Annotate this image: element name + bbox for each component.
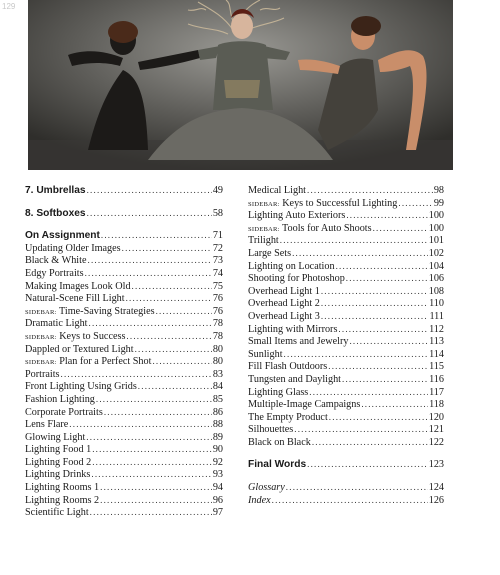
toc-entry [248, 323, 444, 336]
toc-entry [25, 431, 223, 444]
dot-leader [342, 373, 428, 386]
toc-entry-text: Tungsten and Daylight [248, 373, 342, 385]
toc-entry [25, 406, 223, 419]
toc-page-number: 78 [212, 330, 223, 342]
toc-entry-title [25, 318, 88, 331]
toc-page-number: 90 [212, 444, 223, 456]
toc-page-number: 108 [428, 285, 444, 297]
toc-entry [25, 280, 223, 293]
toc-page-number: 122 [428, 436, 444, 448]
toc-entry-title [25, 432, 85, 445]
dot-leader [272, 494, 428, 507]
toc-page-number: 86 [212, 406, 223, 418]
dot-leader [138, 380, 212, 393]
toc-entry-text: 7. Umbrellas [25, 185, 86, 196]
toc-entry-title [25, 208, 86, 221]
toc-entry-text: Sunlight [248, 348, 283, 360]
toc-entry [248, 373, 444, 386]
toc-entry [248, 222, 444, 235]
toc-entry-text: On Assignment [25, 230, 100, 242]
dot-leader [329, 411, 428, 424]
toc-section-heading [25, 184, 223, 197]
toc-entry-title [25, 331, 125, 345]
toc-entry-text: Lens Flare [25, 419, 69, 431]
toc-page-number: 120 [428, 411, 444, 423]
toc-page-number: 73 [212, 255, 223, 267]
toc-entry-text: Multiple-Image Campaigns [248, 399, 361, 411]
toc-page-number: 118 [429, 399, 444, 411]
toc-entry-text: Corporate Portraits [25, 406, 103, 418]
toc-section-heading [25, 207, 223, 220]
toc-page-number: 84 [212, 381, 223, 393]
toc-entry [248, 197, 444, 210]
sidebar-tag: SIDEBAR: [248, 200, 280, 208]
toc-page-number: 110 [429, 298, 444, 310]
toc-entry-text: Lighting Drinks [25, 469, 91, 481]
dot-leader [336, 260, 428, 273]
dot-leader [96, 393, 212, 406]
toc-entry-text: Dramatic Light [25, 318, 88, 330]
toc-page-number: 88 [212, 419, 223, 431]
toc-entry [248, 209, 444, 222]
toc-entry-title [25, 482, 99, 495]
fashion-photo [28, 0, 453, 170]
toc-entry [248, 386, 444, 399]
dot-leader [152, 355, 211, 368]
toc-entry-text: Glossary [248, 482, 285, 494]
dot-leader [328, 360, 428, 373]
toc-entry [25, 468, 223, 481]
toc-page-number: 97 [212, 507, 223, 519]
toc-entry-title [248, 286, 320, 299]
dot-leader [126, 330, 211, 343]
toc-entry-text: 8. Softboxes [25, 207, 86, 219]
toc-entry-text: Large Sets [248, 247, 292, 259]
toc-entry-title [248, 261, 335, 274]
toc-entry-text: Lighting Rooms 1 [25, 482, 100, 494]
toc-page-number: 117 [429, 386, 444, 398]
toc-entry [25, 254, 223, 267]
dot-leader [312, 436, 428, 449]
toc-page-number: 114 [429, 348, 444, 360]
toc-entry [248, 494, 444, 507]
toc-entry [248, 272, 444, 285]
toc-page-number: 80 [212, 356, 223, 368]
toc-page-number: 78 [212, 318, 223, 330]
dot-leader [398, 197, 432, 210]
toc-entry-title [248, 185, 306, 198]
toc-entry [248, 260, 444, 273]
toc-page-number: 123 [428, 459, 444, 471]
toc-entry-text: Edgy Portraits [25, 267, 84, 279]
toc-entry [248, 348, 444, 361]
sidebar-tag: SIDEBAR: [25, 359, 57, 367]
toc-entry-title [25, 268, 84, 281]
toc-entry-text: Overhead Light 1 [248, 285, 320, 297]
toc-page-number: 112 [429, 323, 444, 335]
toc-entry [25, 267, 223, 280]
toc-entry [25, 506, 223, 519]
dot-leader [87, 184, 212, 197]
dot-leader [122, 242, 212, 255]
dot-leader [69, 418, 212, 431]
toc-entry [248, 360, 444, 373]
toc-gap [248, 471, 444, 481]
toc-entry-text: Keys to Successful Lighting [282, 197, 398, 209]
dot-leader [338, 323, 428, 336]
toc-entry-text: Lighting Auto Exteriors [248, 210, 346, 222]
toc-entry [25, 330, 223, 343]
toc-page-number: 116 [429, 373, 444, 385]
dot-leader [61, 368, 212, 381]
toc-entry [25, 393, 223, 406]
toc-entry-text: Shooting for Photoshop [248, 273, 345, 285]
toc-entry-text: Tools for Auto Shoots [282, 222, 372, 234]
sidebar-tag: SIDEBAR: [25, 333, 57, 341]
toc-page-number: 93 [212, 469, 223, 481]
dot-leader [101, 229, 212, 242]
toc-entry-text: Updating Older Images [25, 242, 121, 254]
toc-page-number: 101 [428, 235, 444, 247]
toc-page-number: 76 [212, 293, 223, 305]
dot-leader [346, 209, 427, 222]
toc-page-number: 74 [212, 267, 223, 279]
toc-entry-title [25, 230, 100, 243]
toc-entry [248, 436, 444, 449]
toc-entry-title [25, 293, 125, 306]
toc-column-right [248, 184, 444, 506]
dot-leader [126, 292, 212, 305]
sidebar-tag: SIDEBAR: [25, 308, 57, 316]
toc-entry-title [248, 424, 293, 437]
toc-page-number: 71 [212, 230, 223, 242]
dot-leader [92, 456, 212, 469]
toc-entry [25, 343, 223, 356]
toc-entry-text: Medical Light [248, 185, 306, 196]
dot-leader [86, 431, 212, 444]
toc-section-heading [25, 229, 223, 242]
toc-page-number: 76 [212, 305, 223, 317]
dot-leader [280, 234, 428, 247]
dot-leader [321, 297, 428, 310]
dot-leader [87, 207, 212, 220]
dot-leader [132, 280, 212, 293]
toc-page-number: 113 [429, 336, 444, 348]
dot-leader [321, 310, 429, 323]
toc-page-number: 72 [212, 242, 223, 254]
toc-page-number: 115 [429, 361, 444, 373]
toc-column-left [25, 184, 223, 519]
dot-leader [361, 398, 428, 411]
toc-entry-text: Glowing Light [25, 431, 86, 443]
toc-page-number: 102 [428, 247, 444, 259]
toc-entry-text: Making Images Look Old [25, 280, 131, 292]
toc-entry-title [248, 298, 320, 311]
toc-entry-title [25, 469, 90, 482]
toc-gap [25, 219, 223, 229]
toc-entry-title [248, 235, 279, 248]
toc-entry-text: Plan for a Perfect Shot [59, 356, 152, 368]
toc-page-number: 124 [428, 482, 444, 494]
toc-page-number: 94 [212, 482, 223, 494]
toc-entry-title [25, 281, 131, 294]
toc-entry-text: Lighting Food 1 [25, 444, 92, 456]
toc-entry [248, 184, 444, 197]
toc-page-number: 126 [428, 494, 444, 506]
toc-entry [25, 242, 223, 255]
toc-entry-title [248, 361, 327, 374]
toc-entry-title [25, 344, 134, 357]
dot-leader [92, 443, 212, 456]
toc-entry [248, 423, 444, 436]
toc-entry-title [248, 459, 306, 472]
toc-entry [25, 456, 223, 469]
toc-entry [25, 292, 223, 305]
toc-page-number: 83 [212, 368, 223, 380]
toc-page-number: 49 [212, 185, 223, 196]
sidebar-tag: SIDEBAR: [248, 225, 280, 233]
toc-entry [248, 234, 444, 247]
toc-entry-text: Overhead Light 3 [248, 310, 320, 322]
dot-leader [307, 458, 428, 471]
toc-gap [25, 197, 223, 207]
toc-entry-title [248, 324, 337, 337]
toc-page-number: 104 [428, 260, 444, 272]
toc-entry-text: Overhead Light 2 [248, 298, 320, 310]
toc-gap [248, 448, 444, 458]
toc-entry-title [25, 457, 91, 470]
dot-leader [89, 317, 212, 330]
toc-entry-text: The Empty Product [248, 411, 328, 423]
toc-entry-title [25, 444, 91, 457]
toc-entry [248, 335, 444, 348]
toc-entry-title [248, 387, 308, 400]
toc-entry [248, 481, 444, 494]
toc-entry [25, 305, 223, 318]
toc-entry-text: Lighting Glass [248, 386, 309, 398]
dot-leader [309, 386, 428, 399]
toc-entry-title [25, 185, 86, 198]
toc-page-number: 111 [429, 310, 444, 322]
toc-entry-text: Final Words [248, 459, 307, 471]
dot-leader [294, 423, 427, 436]
toc-entry-title [25, 369, 60, 382]
toc-entry [25, 317, 223, 330]
dot-leader [284, 348, 429, 361]
toc-entry-text: Keys to Success [59, 330, 126, 342]
dot-leader [100, 481, 212, 494]
toc-entry-text: Natural-Scene Fill Light [25, 293, 125, 305]
toc-page-number: 75 [212, 280, 223, 292]
toc-entry [25, 481, 223, 494]
dot-leader [88, 254, 212, 267]
toc-entry-text: Front Lighting Using Grids [25, 381, 137, 393]
toc-entry-text: Lighting with Mirrors [248, 323, 338, 335]
toc-page-number: 99 [433, 197, 444, 209]
dot-leader [91, 468, 211, 481]
toc-entry-text: Fill Flash Outdoors [248, 361, 328, 373]
dot-leader [321, 285, 428, 298]
toc-entry-text: Black & White [25, 255, 87, 267]
dot-leader [100, 494, 212, 507]
toc-entry [248, 297, 444, 310]
toc-entry [25, 355, 223, 368]
toc-entry-title [25, 495, 99, 508]
toc-page-number: 85 [212, 393, 223, 405]
toc-entry [25, 368, 223, 381]
toc-entry-text: Fashion Lighting [25, 393, 95, 405]
toc-entry-title [248, 311, 320, 324]
dot-leader [104, 406, 212, 419]
toc-entry-text: Trilight [248, 235, 279, 247]
toc-entry-title [25, 419, 68, 432]
toc-entry-text: Scientific Light [25, 507, 89, 519]
toc-page-number: 92 [212, 456, 223, 468]
toc-entry-text: Time-Saving Strategies [59, 305, 155, 317]
toc-entry-text: Black on Black [248, 436, 311, 448]
toc-page-number: 98 [433, 185, 444, 196]
toc-entry-title [25, 394, 95, 407]
toc-entry-title [248, 349, 283, 362]
toc-entry [25, 418, 223, 431]
toc-entry-title [248, 210, 345, 223]
page-number: 129 [2, 2, 16, 11]
toc-page-number: 121 [428, 424, 444, 436]
toc-page-number: 89 [212, 431, 223, 443]
toc-entry-text: Index [248, 494, 271, 506]
toc-entry-title [248, 437, 311, 450]
toc-entry [248, 398, 444, 411]
toc-page-number: 100 [428, 222, 444, 234]
toc-entry-title [25, 507, 89, 520]
toc-entry-title [248, 495, 271, 508]
dot-leader [156, 305, 212, 318]
toc-entry [248, 247, 444, 260]
toc-page-number: 58 [212, 207, 223, 219]
toc-entry-text: Lighting on Location [248, 260, 335, 272]
dot-leader [373, 222, 428, 235]
toc-entry [25, 494, 223, 507]
toc-entry [25, 380, 223, 393]
toc-entry [248, 310, 444, 323]
dot-leader [90, 506, 212, 519]
toc-entry [248, 411, 444, 424]
toc-page-number: 96 [212, 494, 223, 506]
toc-entry-text: Lighting Rooms 2 [25, 494, 100, 506]
toc-page-number: 100 [428, 210, 444, 222]
dot-leader [349, 335, 428, 348]
toc-entry-title [248, 248, 291, 261]
dot-leader [346, 272, 428, 285]
toc-entry-text: Portraits [25, 368, 60, 380]
dot-leader [292, 247, 428, 260]
dot-leader [307, 184, 433, 197]
toc-entry-text: Silhouettes [248, 424, 294, 436]
dot-leader [135, 343, 212, 356]
toc-entry [248, 285, 444, 298]
toc-entry-title [25, 255, 87, 268]
toc-section-heading [248, 458, 444, 471]
dot-leader [286, 481, 428, 494]
toc-page-number: 106 [428, 273, 444, 285]
toc-page-number: 80 [212, 343, 223, 355]
toc-entry [25, 443, 223, 456]
toc-entry-text: Lighting Food 2 [25, 456, 92, 468]
toc-entry-text: Dappled or Textured Light [25, 343, 134, 355]
toc-entry-text: Small Items and Jewelry [248, 336, 349, 348]
dot-leader [85, 267, 212, 280]
